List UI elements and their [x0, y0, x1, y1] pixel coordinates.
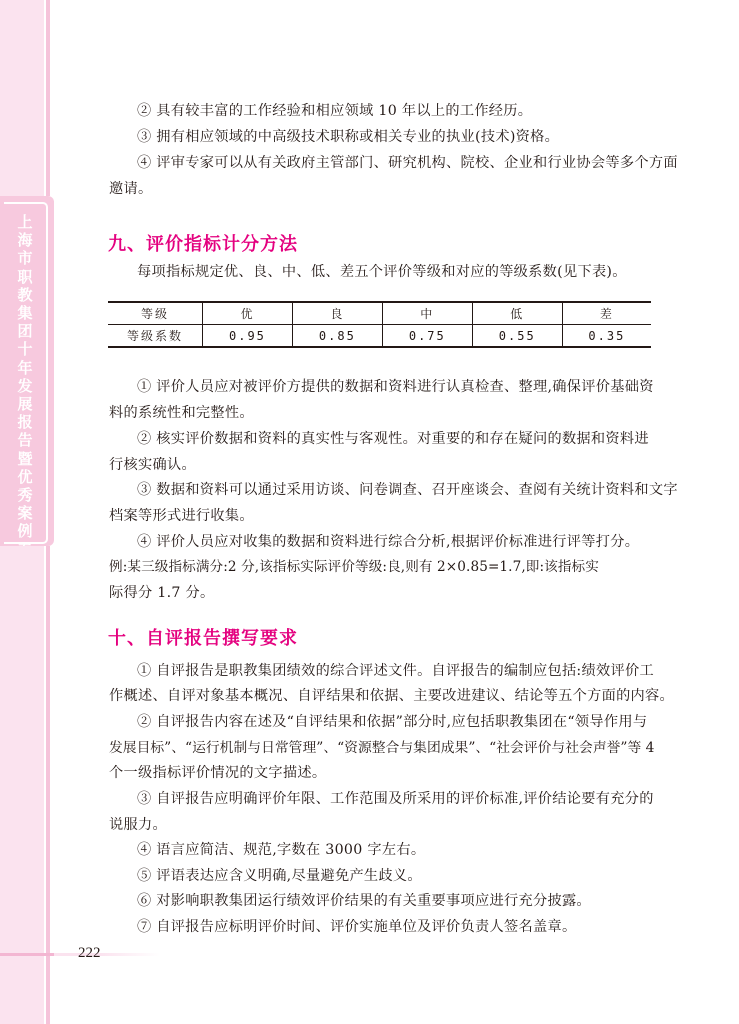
paragraph-line: ④ 评价人员应对收集的数据和资料进行综合分析,根据评价标准进行评等打分。 [137, 534, 640, 550]
paragraph-line: 档案等形式进行收集。 [109, 508, 254, 524]
sidebar-decor-top [0, 0, 54, 196]
list-item-continuation: 邀请。 [109, 181, 153, 197]
table-header-cell: 等级 [108, 302, 203, 325]
sidebar-title-char: 报 [17, 413, 33, 432]
sidebar-title-char: 优 [17, 467, 33, 486]
table-row [108, 325, 651, 348]
paragraph-line: ③ 数据和资料可以通过采用访谈、问卷调查、召开座谈会、查阅有关统计资料和文字 [137, 482, 678, 498]
sidebar-title-char: 上 [17, 213, 33, 231]
sidebar-title-char: 市 [17, 249, 33, 268]
sidebar-title-char: 例 [17, 522, 33, 541]
paragraph-line: 料的系统性和完整性。 [109, 405, 254, 421]
paragraph-line: ② 自评报告内容在述及“自评结果和依据”部分时,应包括职教集团在“领导作用与 [137, 714, 648, 730]
paragraph-line: ⑥ 对影响职教集团运行绩效评价结果的有关重要事项应进行充分披露。 [137, 893, 591, 909]
table-cell: 0.35 [562, 325, 651, 348]
paragraph-line: 说服力。 [109, 817, 167, 833]
sidebar-title-char: 展 [17, 395, 33, 414]
sidebar-title-char: 海 [17, 231, 33, 250]
sidebar-title-char: 案 [17, 504, 33, 523]
paragraph-line: ① 自评报告是职教集团绩效的综合评述文件。自评报告的编制应包括:绩效评价工 [137, 663, 654, 679]
paragraph-line: 例:某三级指标满分:2 分,该指标实际评价等级:良,则有 2×0.85=1.7,即:该指标实 [109, 559, 599, 575]
paragraph-line: 行核实确认。 [109, 457, 196, 473]
paragraph-line: ① 评价人员应对被评价方提供的数据和资料进行认真检查、整理,确保评价基础资 [137, 379, 654, 395]
paragraph-line: 发展目标”、“运行机制与日常管理”、“资源整合与集团成果”、“社会评价与社会声誉”等 4 [109, 740, 655, 756]
sidebar-title-char: 暨 [17, 449, 33, 468]
table-header-cell: 优 [203, 302, 293, 325]
sidebar-title-char: 集 [17, 304, 33, 323]
paragraph-line: 际得分 1.7 分。 [109, 585, 215, 601]
sidebar-title-char: 职 [17, 267, 33, 286]
sidebar-title-char: 年 [17, 358, 33, 377]
table-header-cell: 中 [382, 302, 472, 325]
list-item: ③ 拥有相应领域的中高级技术职称或相关专业的执业(技术)资格。 [137, 129, 560, 145]
paragraph-line: 个一级指标评价情况的文字描述。 [109, 765, 327, 781]
section-intro: 每项指标规定优、良、中、低、差五个评价等级和对应的等级系数(见下表)。 [137, 264, 627, 280]
table-cell: 等级系数 [126, 329, 183, 343]
footer-rule [0, 953, 739, 956]
sidebar-title-char: 发 [17, 376, 33, 395]
table-header-row [108, 302, 651, 325]
table-cell: 0.85 [292, 325, 382, 348]
section-heading: 九、评价指标计分方法 [108, 234, 298, 255]
sidebar-book-title [2, 213, 48, 577]
sidebar-title-char: 团 [17, 322, 33, 341]
sidebar-title-char: 教 [17, 285, 33, 304]
grade-coefficient-table [108, 301, 651, 348]
table-cell: 0.55 [472, 325, 562, 348]
paragraph-line: ② 核实评价数据和资料的真实性与客观性。对重要的和存在疑问的数据和资料进 [137, 431, 649, 447]
table-cell: 0.75 [382, 325, 472, 348]
list-item: ② 具有较丰富的工作经验和相应领域 10 年以上的工作经历。 [137, 103, 533, 119]
list-item: ④ 评审专家可以从有关政府主管部门、研究机构、院校、企业和行业协会等多个方面 [137, 155, 678, 171]
paragraph-line: ④ 语言应简洁、规范,字数在 3000 字左右。 [137, 842, 426, 858]
sidebar-title-char: 告 [17, 431, 33, 450]
section-heading: 十、自评报告撰写要求 [108, 628, 298, 649]
page-number: 222 [78, 945, 101, 961]
table-cell: 0.95 [203, 325, 293, 348]
paragraph-line: 作概述、自评对象基本概况、自评结果和依据、主要改进建议、结论等五个方面的内容。 [109, 688, 675, 704]
table-header-cell: 差 [562, 302, 651, 325]
sidebar-title-char: 秀 [17, 486, 33, 505]
paragraph-line: ⑤ 评语表达应含义明确,尽量避免产生歧义。 [137, 868, 422, 884]
sidebar-title-char: 十 [17, 340, 33, 359]
paragraph-line: ③ 自评报告应明确评价年限、工作范围及所采用的评价标准,评价结论要有充分的 [137, 791, 654, 807]
table-header-cell: 低 [472, 302, 562, 325]
paragraph-line: ⑦ 自评报告应标明评价时间、评价实施单位及评价负责人签名盖章。 [137, 919, 577, 935]
table-header-cell: 良 [292, 302, 382, 325]
